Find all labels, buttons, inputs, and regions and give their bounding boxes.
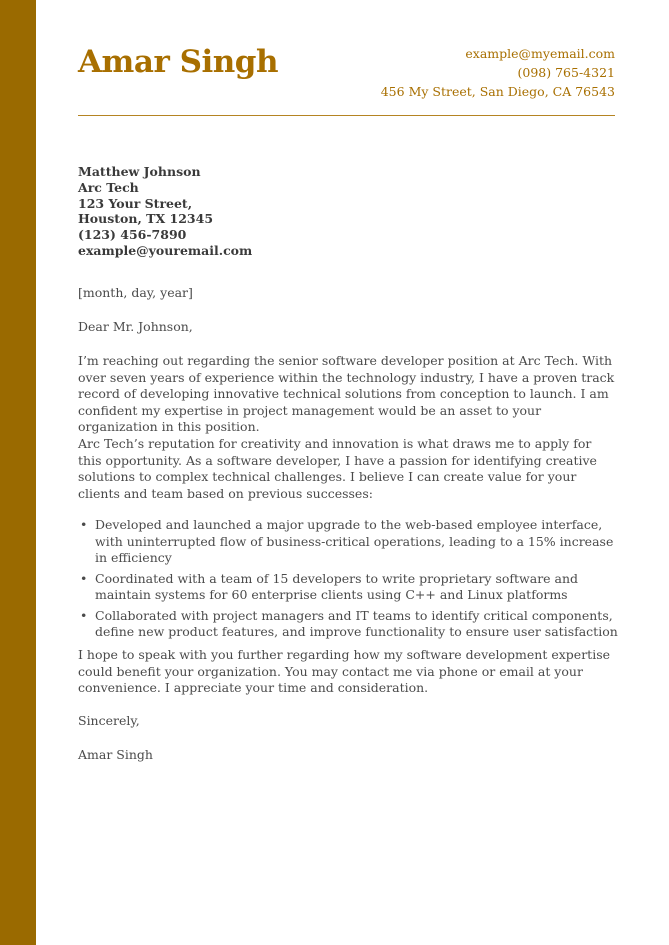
list-item-text: Developed and launched a major upgrade to the web-based employee interface, with uninterrupted flow of business-critical operations, leading to a 15% increase in efficiency (95, 517, 614, 565)
sender-name: Amar Singh (78, 44, 278, 80)
sender-contact (381, 44, 615, 101)
list-item-text: Coordinated with a team of 15 developers to write proprietary software and maintain systems for 60 enterprise clients using C++ and Linux platforms (95, 570, 579, 602)
list-item (78, 517, 618, 567)
bullet-icon: • (80, 570, 88, 586)
recipient-city: Houston, TX 12345 (78, 211, 214, 227)
recipient-name: Matthew Johnson (78, 164, 201, 179)
recipient-block (78, 164, 252, 259)
sender-address: 456 My Street, San Diego, CA 76543 (380, 84, 615, 99)
list-item-text: Collaborated with project managers and IT teams to identify critical components, define new product features, and improve functionality to ensure user satisfaction (95, 607, 618, 639)
bullet-icon: • (80, 517, 88, 532)
header-divider (78, 115, 615, 116)
closing-phrase: Sincerely, (78, 713, 140, 728)
list-item (78, 571, 618, 604)
list-item (78, 608, 618, 641)
recipient-street: 123 Your Street, (78, 195, 193, 211)
paragraph-motivation: Arc Tech’s reputation for creativity and innovation is what draws me to apply for this opportunity. As a software developer, I have a passion for identifying creative solutions to complex technical challenges. I believe I can create value for your clients and team based on previous successes: (78, 436, 597, 501)
sender-email: example@myemail.com (465, 46, 615, 61)
salutation: Dear Mr. Johnson, (78, 319, 193, 334)
recipient-company: Arc Tech (78, 179, 139, 195)
signature-name: Amar Singh (78, 747, 153, 762)
bullet-icon: • (80, 607, 88, 623)
paragraph-closing: I hope to speak with you further regarding how my software development expertise could benefit your organization. You may contact me via phone or email at your convenience. I appreciate your time and consideration. (78, 647, 611, 695)
recipient-phone: (123) 456-7890 (78, 227, 187, 243)
sender-phone: (098) 765-4321 (517, 65, 615, 80)
accent-sidebar (0, 0, 36, 945)
recipient-email: example@youremail.com (78, 242, 253, 258)
letter-date: [month, day, year] (78, 285, 193, 300)
paragraph-intro: I’m reaching out regarding the senior software developer position at Arc Tech. With over seven years of experience within the technology industry, I have a proven track record of developing innovative technical solutions from conception to launch. I am confident my expertise in project management would be an asset to your organization in this position. (78, 353, 615, 434)
achievements-list (78, 517, 618, 645)
